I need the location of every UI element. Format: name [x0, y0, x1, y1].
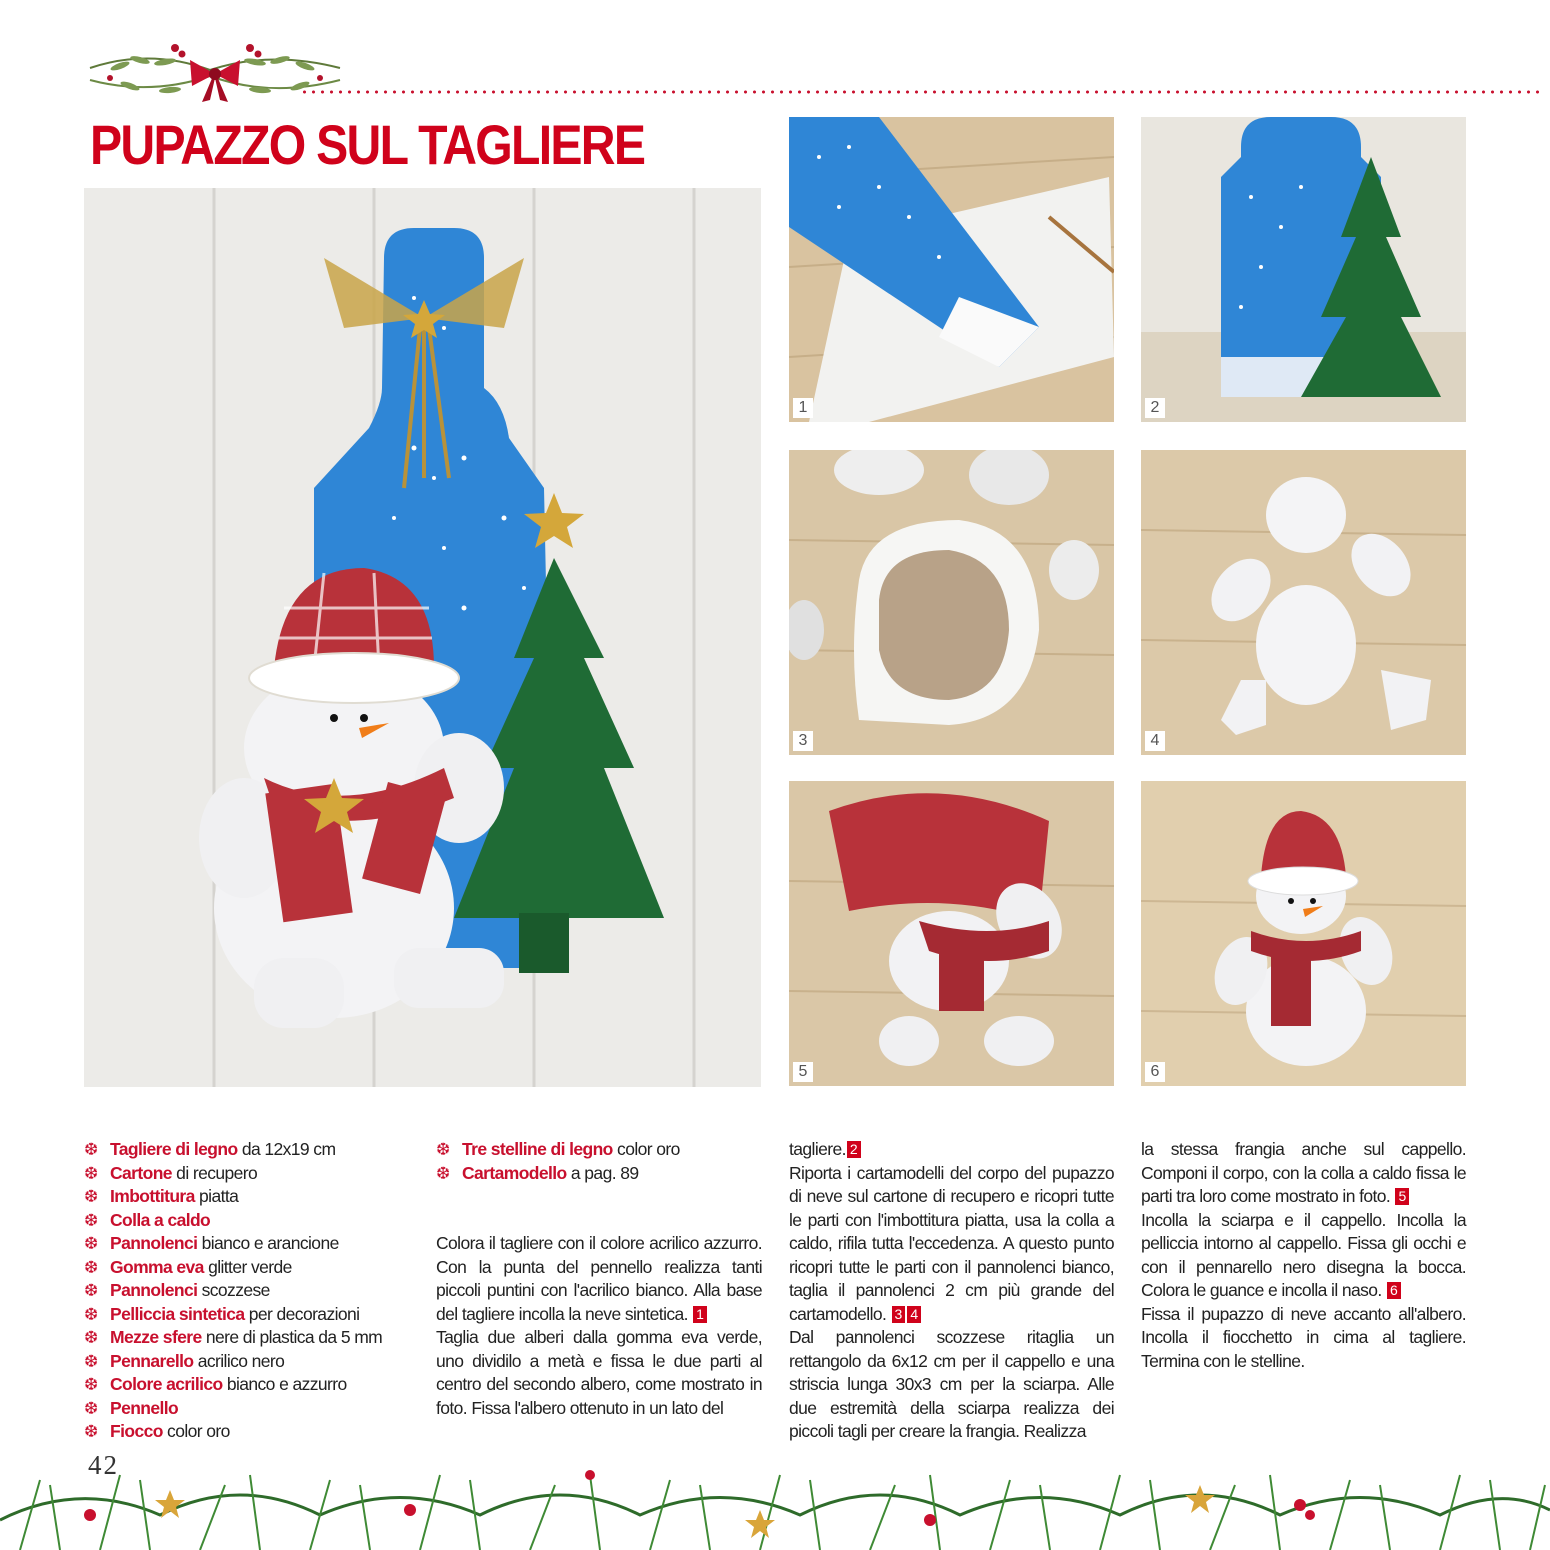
material-name: Gomma eva [110, 1256, 204, 1277]
material-item [84, 1303, 424, 1327]
step-number: 6 [1145, 1062, 1165, 1082]
material-name: Mezze sfere [110, 1327, 202, 1347]
main-photo-snowman-board [84, 188, 761, 1087]
material-name: Pannolenci [110, 1233, 198, 1253]
material-detail: color oro [162, 1421, 230, 1441]
instruction-paragraph: Colora il tagliere con il colore acrilico azzurro. Con la punta del pennello realizza tanti piccoli puntini con l'acrilico bianco. Alla base del tagliere incolla la neve sintetica. 1 [436, 1233, 762, 1324]
material-item [84, 1138, 424, 1162]
material-detail: color oro [612, 1139, 680, 1159]
snowflake-bullet-icon: ❆ [436, 1163, 450, 1183]
material-item [84, 1326, 424, 1350]
instruction-paragraph: Dal pannolenci scozzese ritaglia un rettangolo da 6x12 cm per il cappello e una striscia lunga 30x3 cm per la sciarpa. Alle due estremità della sciarpa realizza dei piccoli tagli per creare la frangia. Realizza [789, 1327, 1114, 1441]
material-detail: piatta [194, 1186, 239, 1206]
material-detail: a pag. 89 [566, 1162, 639, 1183]
materials-continued-and-steps [436, 1138, 762, 1420]
material-detail: bianco e azzurro [222, 1374, 347, 1394]
snowflake-bullet-icon: ❆ [84, 1234, 98, 1253]
step-number: 2 [1145, 398, 1165, 418]
step-ref-badge: 6 [1387, 1282, 1401, 1299]
material-name: Colla a caldo [110, 1209, 211, 1230]
snowflake-bullet-icon: ❆ [84, 1304, 98, 1324]
step-ref-badge: 5 [1395, 1188, 1409, 1205]
snowflake-bullet-icon: ❆ [436, 1140, 450, 1159]
material-detail: da 12x19 cm [237, 1139, 336, 1159]
material-item [84, 1279, 424, 1303]
material-detail: per decorazioni [244, 1303, 360, 1324]
step-photo-6 [1141, 781, 1466, 1086]
step-number: 5 [793, 1062, 813, 1082]
step-number: 4 [1145, 731, 1165, 751]
instruction-paragraph: Incolla la sciarpa e il cappello. Incolla la pelliccia intorno al cappello. Fissa gli occhi e con il pennarello nero disegna la bocca. Colora le guance e incolla il naso. 6 [1141, 1209, 1466, 1300]
material-detail: bianco e arancione [197, 1233, 339, 1253]
material-detail: di recupero [171, 1162, 258, 1183]
material-item [84, 1397, 424, 1421]
material-item [84, 1162, 424, 1186]
instructions-column-4 [1141, 1138, 1466, 1373]
material-name: Pannolenci [110, 1280, 198, 1300]
snowflake-bullet-icon: ❆ [84, 1422, 98, 1441]
material-name: Pennello [110, 1397, 179, 1418]
material-name: Colore acrilico [110, 1374, 223, 1394]
material-item [84, 1232, 424, 1256]
materials-list [84, 1138, 424, 1444]
material-detail: scozzese [197, 1280, 270, 1300]
material-item [84, 1185, 424, 1209]
step-photo-2 [1141, 117, 1466, 422]
instruction-paragraph: Fissa il pupazzo di neve accanto all'albero. Incolla il fiocchetto in cima al tagliere. Termina con le stelline. [1141, 1303, 1466, 1371]
snowflake-bullet-icon: ❆ [84, 1375, 98, 1394]
instruction-paragraph: Riporta i cartamodelli del corpo del pupazzo di neve sul cartone di recupero e ricopri tutte le parti con l'imbottitura piatta, usa la colla a caldo, rifila tutta l'eccedenza. A questo punto ricopri tutte le parti con il pannolenci bianco, taglia il pannolenci 2 cm più grande del cartamodello. 3 4 [789, 1162, 1114, 1324]
step-photo-1 [789, 117, 1114, 422]
snowflake-bullet-icon: ❆ [84, 1163, 98, 1183]
material-item [84, 1420, 424, 1444]
holly-garland-decoration [80, 38, 350, 108]
material-item [84, 1373, 424, 1397]
snowflake-bullet-icon: ❆ [84, 1187, 98, 1206]
material-name: Pelliccia sintetica [110, 1303, 245, 1324]
step-number: 1 [793, 398, 813, 418]
page-number: 42 [88, 1450, 119, 1480]
material-detail: acrilico nero [193, 1350, 285, 1371]
material-item [84, 1256, 424, 1280]
snowflake-bullet-icon: ❆ [84, 1210, 98, 1230]
material-name: Tagliere di legno [110, 1139, 238, 1159]
material-name: Cartone [110, 1162, 172, 1183]
material-name: Tre stelline di legno [462, 1139, 613, 1159]
pine-garland-footer [0, 1460, 1550, 1550]
step-ref-badge: 3 [892, 1306, 906, 1323]
instructions-column-3 [789, 1138, 1114, 1444]
snowflake-bullet-icon: ❆ [84, 1351, 98, 1371]
step-ref-badge: 2 [847, 1141, 861, 1158]
step-photo-4 [1141, 450, 1466, 755]
material-name: Imbottitura [110, 1186, 195, 1206]
step-photo-3 [789, 450, 1114, 755]
material-name: Pennarello [110, 1350, 194, 1371]
dotted-divider [300, 90, 1540, 94]
instruction-paragraph: tagliere. 2 [789, 1138, 1114, 1162]
snowflake-bullet-icon: ❆ [84, 1140, 98, 1159]
material-item [436, 1162, 762, 1186]
snowflake-bullet-icon: ❆ [84, 1281, 98, 1300]
material-name: Fiocco [110, 1421, 163, 1441]
material-detail: nere di plastica da 5 mm [201, 1327, 383, 1347]
instruction-paragraph: la stessa frangia anche sul cappello. Componi il corpo, con la colla a caldo fissa le parti tra loro come mostrato in foto. 5 [1141, 1139, 1466, 1206]
snowflake-bullet-icon: ❆ [84, 1328, 98, 1347]
material-item [436, 1138, 762, 1162]
material-name: Cartamodello [462, 1162, 567, 1183]
instruction-paragraph: Taglia due alberi dalla gomma eva verde, uno dividilo a metà e fissa le due parti al centro del secondo albero, come mostrato in foto. Fissa l'albero ottenuto in un lato del [436, 1327, 762, 1418]
material-detail: glitter verde [203, 1256, 292, 1277]
step-ref-badge: 4 [907, 1306, 921, 1323]
step-ref-badge: 1 [693, 1306, 707, 1323]
snowflake-bullet-icon: ❆ [84, 1398, 98, 1418]
material-item [84, 1350, 424, 1374]
step-number: 3 [793, 731, 813, 751]
material-item [84, 1209, 424, 1233]
snowflake-bullet-icon: ❆ [84, 1257, 98, 1277]
page-title: PUPAZZO SUL TAGLIERE [90, 113, 645, 176]
step-photo-5 [789, 781, 1114, 1086]
